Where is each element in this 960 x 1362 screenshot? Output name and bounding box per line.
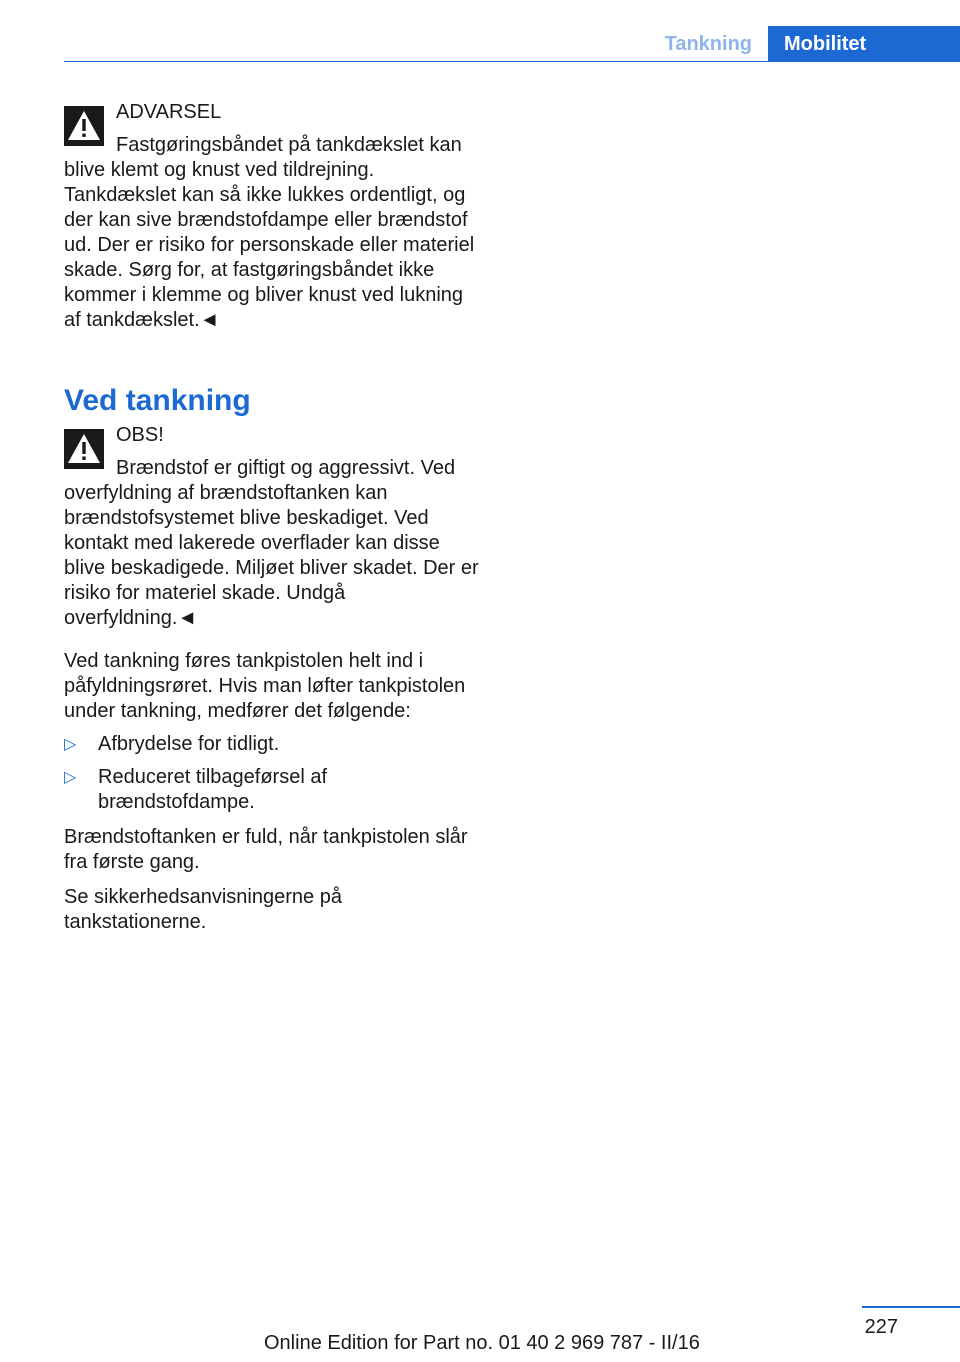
warning-block-advarsel [64,100,482,333]
section-tab: Tankning [649,26,768,62]
list-item [64,765,482,815]
body-paragraph-safety: Se sikkerhedsanvisningerne på tankstationerne. [64,886,342,933]
page-number: 227 [864,1316,898,1338]
body-paragraph-intro: Ved tankning føres tankpistolen helt ind i påfyldningsrøret. Hvis man løfter tankpistolen under tankning, medfører det følgende: [64,650,466,722]
warning-block-obs [64,423,482,631]
body-paragraph-full-tank: Brændstoftanken er fuld, når tankpistolen slår fra første gang. [64,826,468,873]
warning-triangle-icon [64,429,104,469]
section-heading: Ved tankning [64,384,251,417]
header-tabs [649,26,960,62]
list-item-text: Reduceret tilbageførsel af brændstofdampe. [98,766,328,813]
list-item-text: Afbrydelse for tidligt. [98,733,280,755]
main-column [64,100,482,935]
warning-triangle-icon [64,106,104,146]
warning-text: Fastgøringsbåndet på tankdækslet kan blive klemt og knust ved tildrejning. Tankdækslet kan så ikke lukkes ordentligt, og der kan sive brændstofdampe eller brændstof ud. Der er risiko for personskade eller materiel skade. Sørg for, at fastgøringsbåndet ikke kommer i klemme og bliver knust ved lukning af tankdækslet.◄ [64,134,475,331]
footer-rule [862,1306,960,1308]
triangle-bullet-icon: ▷ [64,769,77,786]
warning-title: ADVARSEL [116,101,222,123]
chapter-tab: Mobilitet [768,26,960,62]
header-rule [64,61,736,62]
bullet-list [64,732,482,815]
warning-text: Brændstof er giftigt og aggressivt. Ved overfyldning af brændstoftanken kan brændstofsystemet blive beskadiget. Ved kontakt med lakerede overflader kan disse blive beskadigede. Miljøet bliver skadet. Der er risiko for materiel skade. Undgå overfyldning.◄ [64,457,479,629]
header-rule-right [736,61,960,62]
list-item [64,732,482,757]
triangle-bullet-icon: ▷ [64,736,77,753]
footer-edition: Online Edition for Part no. 01 40 2 969 787 - II/16 [264,1332,700,1354]
warning-title: OBS! [116,424,164,446]
